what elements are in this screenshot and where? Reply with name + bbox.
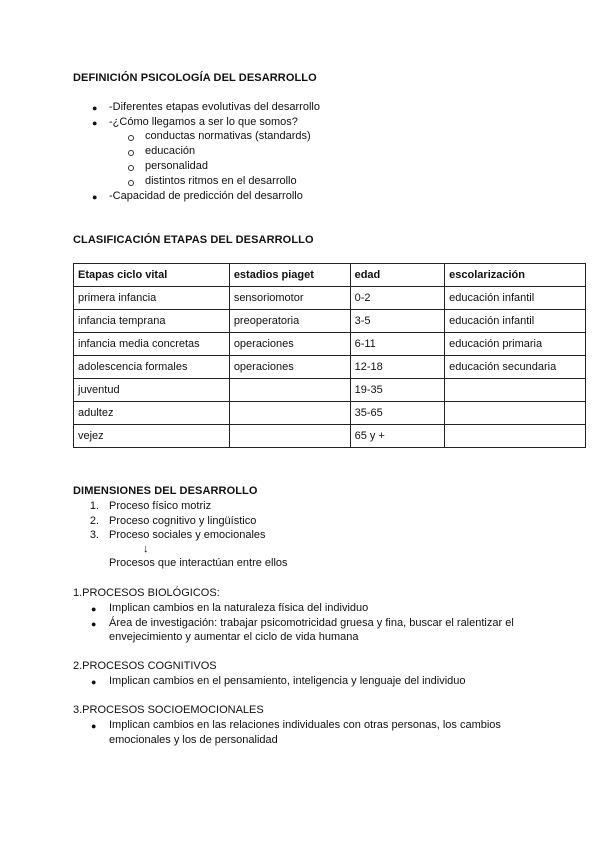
table-cell: 19-35 [350,379,445,402]
biological-bullet-continuation: envejecimiento y aumentar el ciclo de vida humana [109,631,359,643]
table-header-cell: Etapas ciclo vital [74,264,230,287]
cognitive-title: 2.PROCESOS COGNITIVOS [73,660,217,672]
table-header-cell: edad [350,264,445,287]
interaction-note: Procesos que interactúan entre ellos [109,557,288,569]
circle-bullet-icon [128,150,134,156]
table-header-row [74,264,586,287]
bullet-icon: ● [92,192,98,202]
section1-subbullet: personalidad [145,160,208,172]
socioemotional-bullet-continuation: emocionales y los de personalidad [109,734,278,746]
table-cell [229,402,350,425]
table-row [74,356,586,379]
table-cell: 65 y + [350,425,445,448]
circle-bullet-icon [128,165,134,171]
table-cell: sensoriomotor [229,287,350,310]
biological-bullet: Área de investigación: trabajar psicomotricidad gruesa y fina, buscar el ralentizar el [109,617,514,629]
table-row [74,310,586,333]
table-cell: educación infantil [445,310,586,333]
table-cell: 35-65 [350,402,445,425]
biological-title: 1.PROCESOS BIOLÓGICOS: [73,587,220,599]
dimension-item: Proceso físico motriz [109,500,212,512]
table-cell [229,379,350,402]
section2-title: CLASIFICACIÓN ETAPAS DEL DESARROLLO [73,234,314,246]
table-cell: infancia temprana [74,310,230,333]
cognitive-bullet: Implican cambios en el pensamiento, inteligencia y lenguaje del individuo [109,675,466,687]
section3-title: DIMENSIONES DEL DESARROLLO [73,485,258,497]
socioemotional-title: 3.PROCESOS SOCIOEMOCIONALES [73,704,264,716]
section1-bullet: -Capacidad de predicción del desarrollo [109,190,303,202]
table-cell: 6-11 [350,333,445,356]
table-cell: 12-18 [350,356,445,379]
table-row [74,402,586,425]
section1-title: DEFINICIÓN PSICOLOGÍA DEL DESARROLLO [73,72,317,84]
table-cell: adolescencia formales [74,356,230,379]
table-cell: adultez [74,402,230,425]
circle-bullet-icon [128,135,134,141]
table-cell: operaciones [229,333,350,356]
list-number: 2. [89,515,99,527]
table-row [74,379,586,402]
dimension-item: Proceso sociales y emocionales [109,529,266,541]
table-cell [445,425,586,448]
bullet-icon: ● [91,677,97,687]
section1-subbullet: educación [145,145,196,157]
stages-table [73,263,586,448]
table-cell: 3-5 [350,310,445,333]
section1-bullet: -Diferentes etapas evolutivas del desarrollo [109,101,320,113]
table-row [74,333,586,356]
table-cell: educación infantil [445,287,586,310]
table-cell: vejez [74,425,230,448]
table-header-cell: estadios piaget [229,264,350,287]
circle-bullet-icon [128,180,134,186]
list-number: 3. [89,529,99,541]
bullet-icon: ● [91,619,97,629]
section1-subbullet: distintos ritmos en el desarrollo [145,175,297,187]
down-arrow-icon: ↓ [143,543,149,555]
dimension-item: Proceso cognitivo y lingüístico [109,515,257,527]
section1-bullet: -¿Cómo llegamos a ser lo que somos? [109,116,298,128]
table-cell: operaciones [229,356,350,379]
table-cell: educación primaria [445,333,586,356]
table-cell: primera infancia [74,287,230,310]
table-cell: juventud [74,379,230,402]
table-header-cell: escolarización [445,264,586,287]
table-row [74,287,586,310]
table-cell: infancia media concretas [74,333,230,356]
table-row [74,425,586,448]
biological-bullet: Implican cambios en la naturaleza física del individuo [109,602,369,614]
table-cell: 0-2 [350,287,445,310]
list-number: 1. [89,500,99,512]
socioemotional-bullet: Implican cambios en las relaciones individuales con otras personas, los cambios [109,719,501,731]
bullet-icon: ● [91,721,97,731]
table-cell [445,402,586,425]
table-cell: preoperatoria [229,310,350,333]
table-cell [445,379,586,402]
bullet-icon: ● [92,118,98,128]
bullet-icon: ● [92,103,98,113]
bullet-icon: ● [91,604,97,614]
section1-subbullet: conductas normativas (standards) [145,130,311,142]
table-cell [229,425,350,448]
table-cell: educación secundaria [445,356,586,379]
